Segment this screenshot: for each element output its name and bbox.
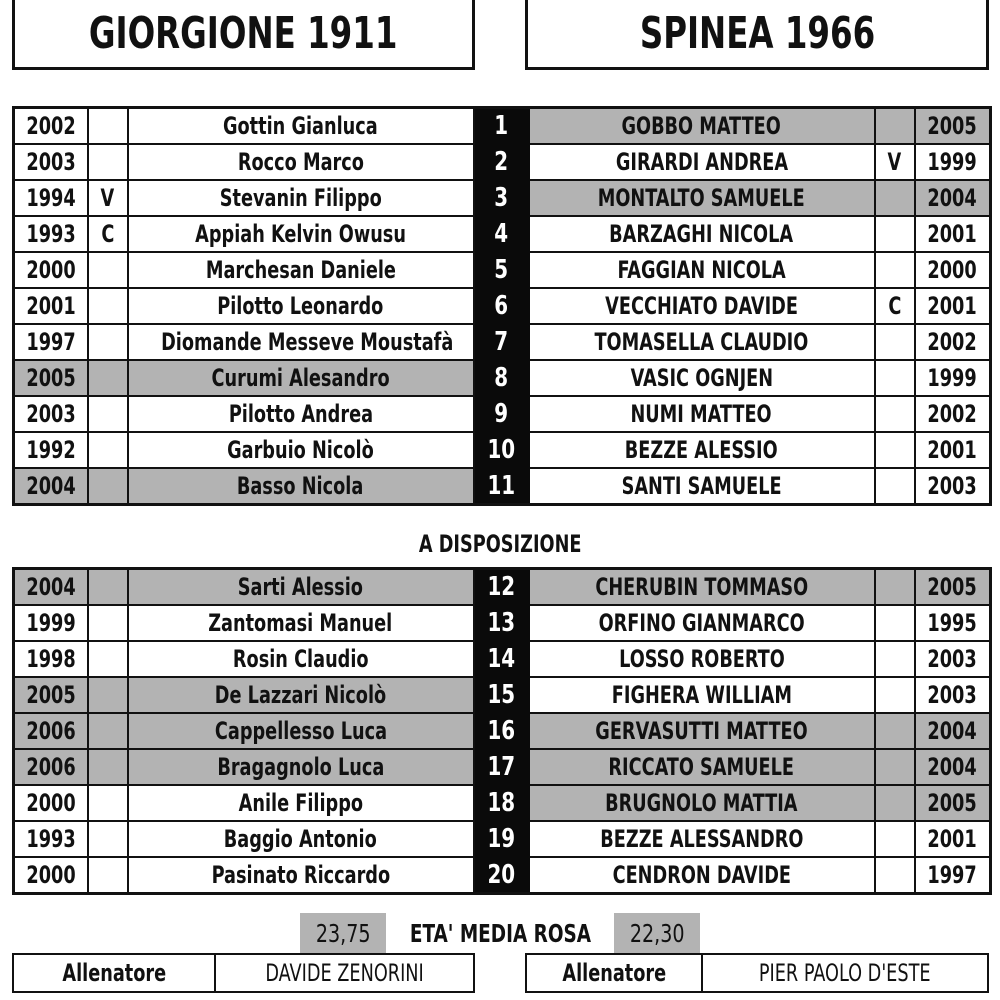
- home-player-name: Pasinato Riccardo: [128, 857, 474, 894]
- home-player-name: Zantomasi Manuel: [128, 605, 474, 641]
- table-row: [14, 677, 991, 713]
- home-role: [88, 569, 128, 606]
- home-year: 1998: [14, 641, 88, 677]
- home-player-name: Curumi Alesandro: [128, 360, 474, 396]
- home-role: [88, 144, 128, 180]
- shirt-number: 3: [474, 180, 529, 216]
- home-role: [88, 605, 128, 641]
- home-year: 2001: [14, 288, 88, 324]
- away-role: [875, 749, 915, 785]
- shirt-number: 16: [474, 713, 529, 749]
- starters-table: [12, 106, 992, 506]
- away-coach-name: PIER PAOLO D'ESTE: [759, 959, 931, 987]
- table-row: [14, 605, 991, 641]
- home-role: [88, 324, 128, 360]
- bench-table: [12, 567, 992, 895]
- home-role: [88, 641, 128, 677]
- away-player-name: FAGGIAN NICOLA: [529, 252, 875, 288]
- average-age-row: [0, 913, 1000, 953]
- away-player-name: RICCATO SAMUELE: [529, 749, 875, 785]
- shirt-number: 9: [474, 396, 529, 432]
- table-row: [14, 432, 991, 468]
- away-role: V: [875, 144, 915, 180]
- away-role: [875, 360, 915, 396]
- away-role: [875, 821, 915, 857]
- away-year: 2004: [915, 180, 991, 216]
- away-player-name: GOBBO MATTEO: [529, 108, 875, 145]
- away-player-name: CHERUBIN TOMMASO: [529, 569, 875, 606]
- home-year: 1993: [14, 216, 88, 252]
- home-player-name: Pilotto Andrea: [128, 396, 474, 432]
- away-role: [875, 605, 915, 641]
- away-role: [875, 324, 915, 360]
- home-year: 1994: [14, 180, 88, 216]
- home-year: 1992: [14, 432, 88, 468]
- away-year: 2004: [915, 713, 991, 749]
- shirt-number: 17: [474, 749, 529, 785]
- home-player-name: Anile Filippo: [128, 785, 474, 821]
- away-year: 2002: [915, 324, 991, 360]
- home-player-name: Bragagnolo Luca: [128, 749, 474, 785]
- away-role: [875, 108, 915, 145]
- table-row: [14, 468, 991, 505]
- away-role: [875, 432, 915, 468]
- home-player-name: De Lazzari Nicolò: [128, 677, 474, 713]
- shirt-number: 8: [474, 360, 529, 396]
- away-year: 2000: [915, 252, 991, 288]
- home-player-name: Gottin Gianluca: [128, 108, 474, 145]
- away-player-name: BARZAGHI NICOLA: [529, 216, 875, 252]
- home-year: 2000: [14, 857, 88, 894]
- away-role: C: [875, 288, 915, 324]
- home-role: [88, 785, 128, 821]
- away-role: [875, 677, 915, 713]
- shirt-number: 1: [474, 108, 529, 145]
- home-coach-box: [12, 953, 475, 993]
- home-role: [88, 396, 128, 432]
- home-role: [88, 749, 128, 785]
- home-role: [88, 677, 128, 713]
- shirt-number: 12: [474, 569, 529, 606]
- away-role: [875, 216, 915, 252]
- away-player-name: VASIC OGNJEN: [529, 360, 875, 396]
- shirt-number: 13: [474, 605, 529, 641]
- table-row: [14, 749, 991, 785]
- home-player-name: Marchesan Daniele: [128, 252, 474, 288]
- table-row: [14, 108, 991, 145]
- home-role: [88, 857, 128, 894]
- home-coach-name: DAVIDE ZENORINI: [265, 959, 424, 987]
- away-player-name: SANTI SAMUELE: [529, 468, 875, 505]
- away-player-name: VECCHIATO DAVIDE: [529, 288, 875, 324]
- away-year: 1997: [915, 857, 991, 894]
- shirt-number: 18: [474, 785, 529, 821]
- table-row: [14, 252, 991, 288]
- away-player-name: GERVASUTTI MATTEO: [529, 713, 875, 749]
- home-year: 2006: [14, 749, 88, 785]
- home-team-title: GIORGIONE 1911: [12, 0, 475, 70]
- home-year: 1997: [14, 324, 88, 360]
- away-player-name: BRUGNOLO MATTIA: [529, 785, 875, 821]
- shirt-number: 4: [474, 216, 529, 252]
- average-age-label: ETA' MEDIA ROSA: [409, 918, 591, 948]
- away-coach-label: Allenatore: [527, 955, 703, 991]
- away-player-name: FIGHERA WILLIAM: [529, 677, 875, 713]
- home-role: V: [88, 180, 128, 216]
- away-player-name: NUMI MATTEO: [529, 396, 875, 432]
- away-role: [875, 857, 915, 894]
- away-player-name: BEZZE ALESSIO: [529, 432, 875, 468]
- home-role: [88, 432, 128, 468]
- table-row: [14, 324, 991, 360]
- shirt-number: 15: [474, 677, 529, 713]
- home-role: [88, 252, 128, 288]
- home-player-name: Rocco Marco: [128, 144, 474, 180]
- home-year: 2002: [14, 108, 88, 145]
- shirt-number: 7: [474, 324, 529, 360]
- home-player-name: Basso Nicola: [128, 468, 474, 505]
- shirt-number: 20: [474, 857, 529, 894]
- home-year: 2000: [14, 252, 88, 288]
- home-player-name: Pilotto Leonardo: [128, 288, 474, 324]
- home-player-name: Sarti Alessio: [128, 569, 474, 606]
- table-row: [14, 569, 991, 606]
- home-year: 1993: [14, 821, 88, 857]
- away-player-name: MONTALTO SAMUELE: [529, 180, 875, 216]
- away-year: 2001: [915, 432, 991, 468]
- home-year: 2000: [14, 785, 88, 821]
- table-row: [14, 857, 991, 894]
- table-row: [14, 396, 991, 432]
- away-player-name: LOSSO ROBERTO: [529, 641, 875, 677]
- away-year: 2005: [915, 785, 991, 821]
- away-year: 2001: [915, 216, 991, 252]
- home-year: 2004: [14, 569, 88, 606]
- away-role: [875, 785, 915, 821]
- home-player-name: Diomande Messeve Moustafà: [128, 324, 474, 360]
- home-role: [88, 108, 128, 145]
- away-coach-box: [525, 953, 989, 993]
- home-player-name: Cappellesso Luca: [128, 713, 474, 749]
- away-year: 2001: [915, 821, 991, 857]
- home-year: 2006: [14, 713, 88, 749]
- home-role: [88, 821, 128, 857]
- away-role: [875, 468, 915, 505]
- home-player-name: Stevanin Filippo: [128, 180, 474, 216]
- away-year: 1995: [915, 605, 991, 641]
- away-role: [875, 569, 915, 606]
- home-role: [88, 288, 128, 324]
- away-role: [875, 180, 915, 216]
- away-team-title: SPINEA 1966: [525, 0, 989, 70]
- home-year: 2004: [14, 468, 88, 505]
- shirt-number: 11: [474, 468, 529, 505]
- table-row: [14, 144, 991, 180]
- shirt-number: 5: [474, 252, 529, 288]
- shirt-number: 6: [474, 288, 529, 324]
- away-year: 2005: [915, 569, 991, 606]
- away-average-age: 22,30: [614, 913, 700, 953]
- away-role: [875, 252, 915, 288]
- away-year: 2003: [915, 468, 991, 505]
- away-year: 2004: [915, 749, 991, 785]
- shirt-number: 19: [474, 821, 529, 857]
- table-row: [14, 288, 991, 324]
- away-player-name: TOMASELLA CLAUDIO: [529, 324, 875, 360]
- table-row: [14, 216, 991, 252]
- away-player-name: BEZZE ALESSANDRO: [529, 821, 875, 857]
- away-year: 2001: [915, 288, 991, 324]
- bench-section-label: A DISPOSIZIONE: [418, 530, 582, 558]
- away-player-name: GIRARDI ANDREA: [529, 144, 875, 180]
- table-row: [14, 180, 991, 216]
- away-role: [875, 641, 915, 677]
- away-role: [875, 396, 915, 432]
- home-player-name: Baggio Antonio: [128, 821, 474, 857]
- away-player-name: ORFINO GIANMARCO: [529, 605, 875, 641]
- home-year: 2003: [14, 396, 88, 432]
- home-player-name: Garbuio Nicolò: [128, 432, 474, 468]
- away-year: 2002: [915, 396, 991, 432]
- home-role: [88, 360, 128, 396]
- home-player-name: Appiah Kelvin Owusu: [128, 216, 474, 252]
- home-coach-label: Allenatore: [14, 955, 216, 991]
- home-year: 2005: [14, 677, 88, 713]
- away-year: 2003: [915, 641, 991, 677]
- shirt-number: 14: [474, 641, 529, 677]
- table-row: [14, 713, 991, 749]
- shirt-number: 10: [474, 432, 529, 468]
- table-row: [14, 785, 991, 821]
- away-year: 2005: [915, 108, 991, 145]
- table-row: [14, 360, 991, 396]
- home-player-name: Rosin Claudio: [128, 641, 474, 677]
- table-row: [14, 821, 991, 857]
- home-year: 2005: [14, 360, 88, 396]
- home-year: 1999: [14, 605, 88, 641]
- home-role: [88, 713, 128, 749]
- home-role: C: [88, 216, 128, 252]
- away-year: 2003: [915, 677, 991, 713]
- away-player-name: CENDRON DAVIDE: [529, 857, 875, 894]
- away-year: 1999: [915, 360, 991, 396]
- home-year: 2003: [14, 144, 88, 180]
- home-average-age: 23,75: [300, 913, 386, 953]
- shirt-number: 2: [474, 144, 529, 180]
- home-role: [88, 468, 128, 505]
- away-role: [875, 713, 915, 749]
- away-year: 1999: [915, 144, 991, 180]
- table-row: [14, 641, 991, 677]
